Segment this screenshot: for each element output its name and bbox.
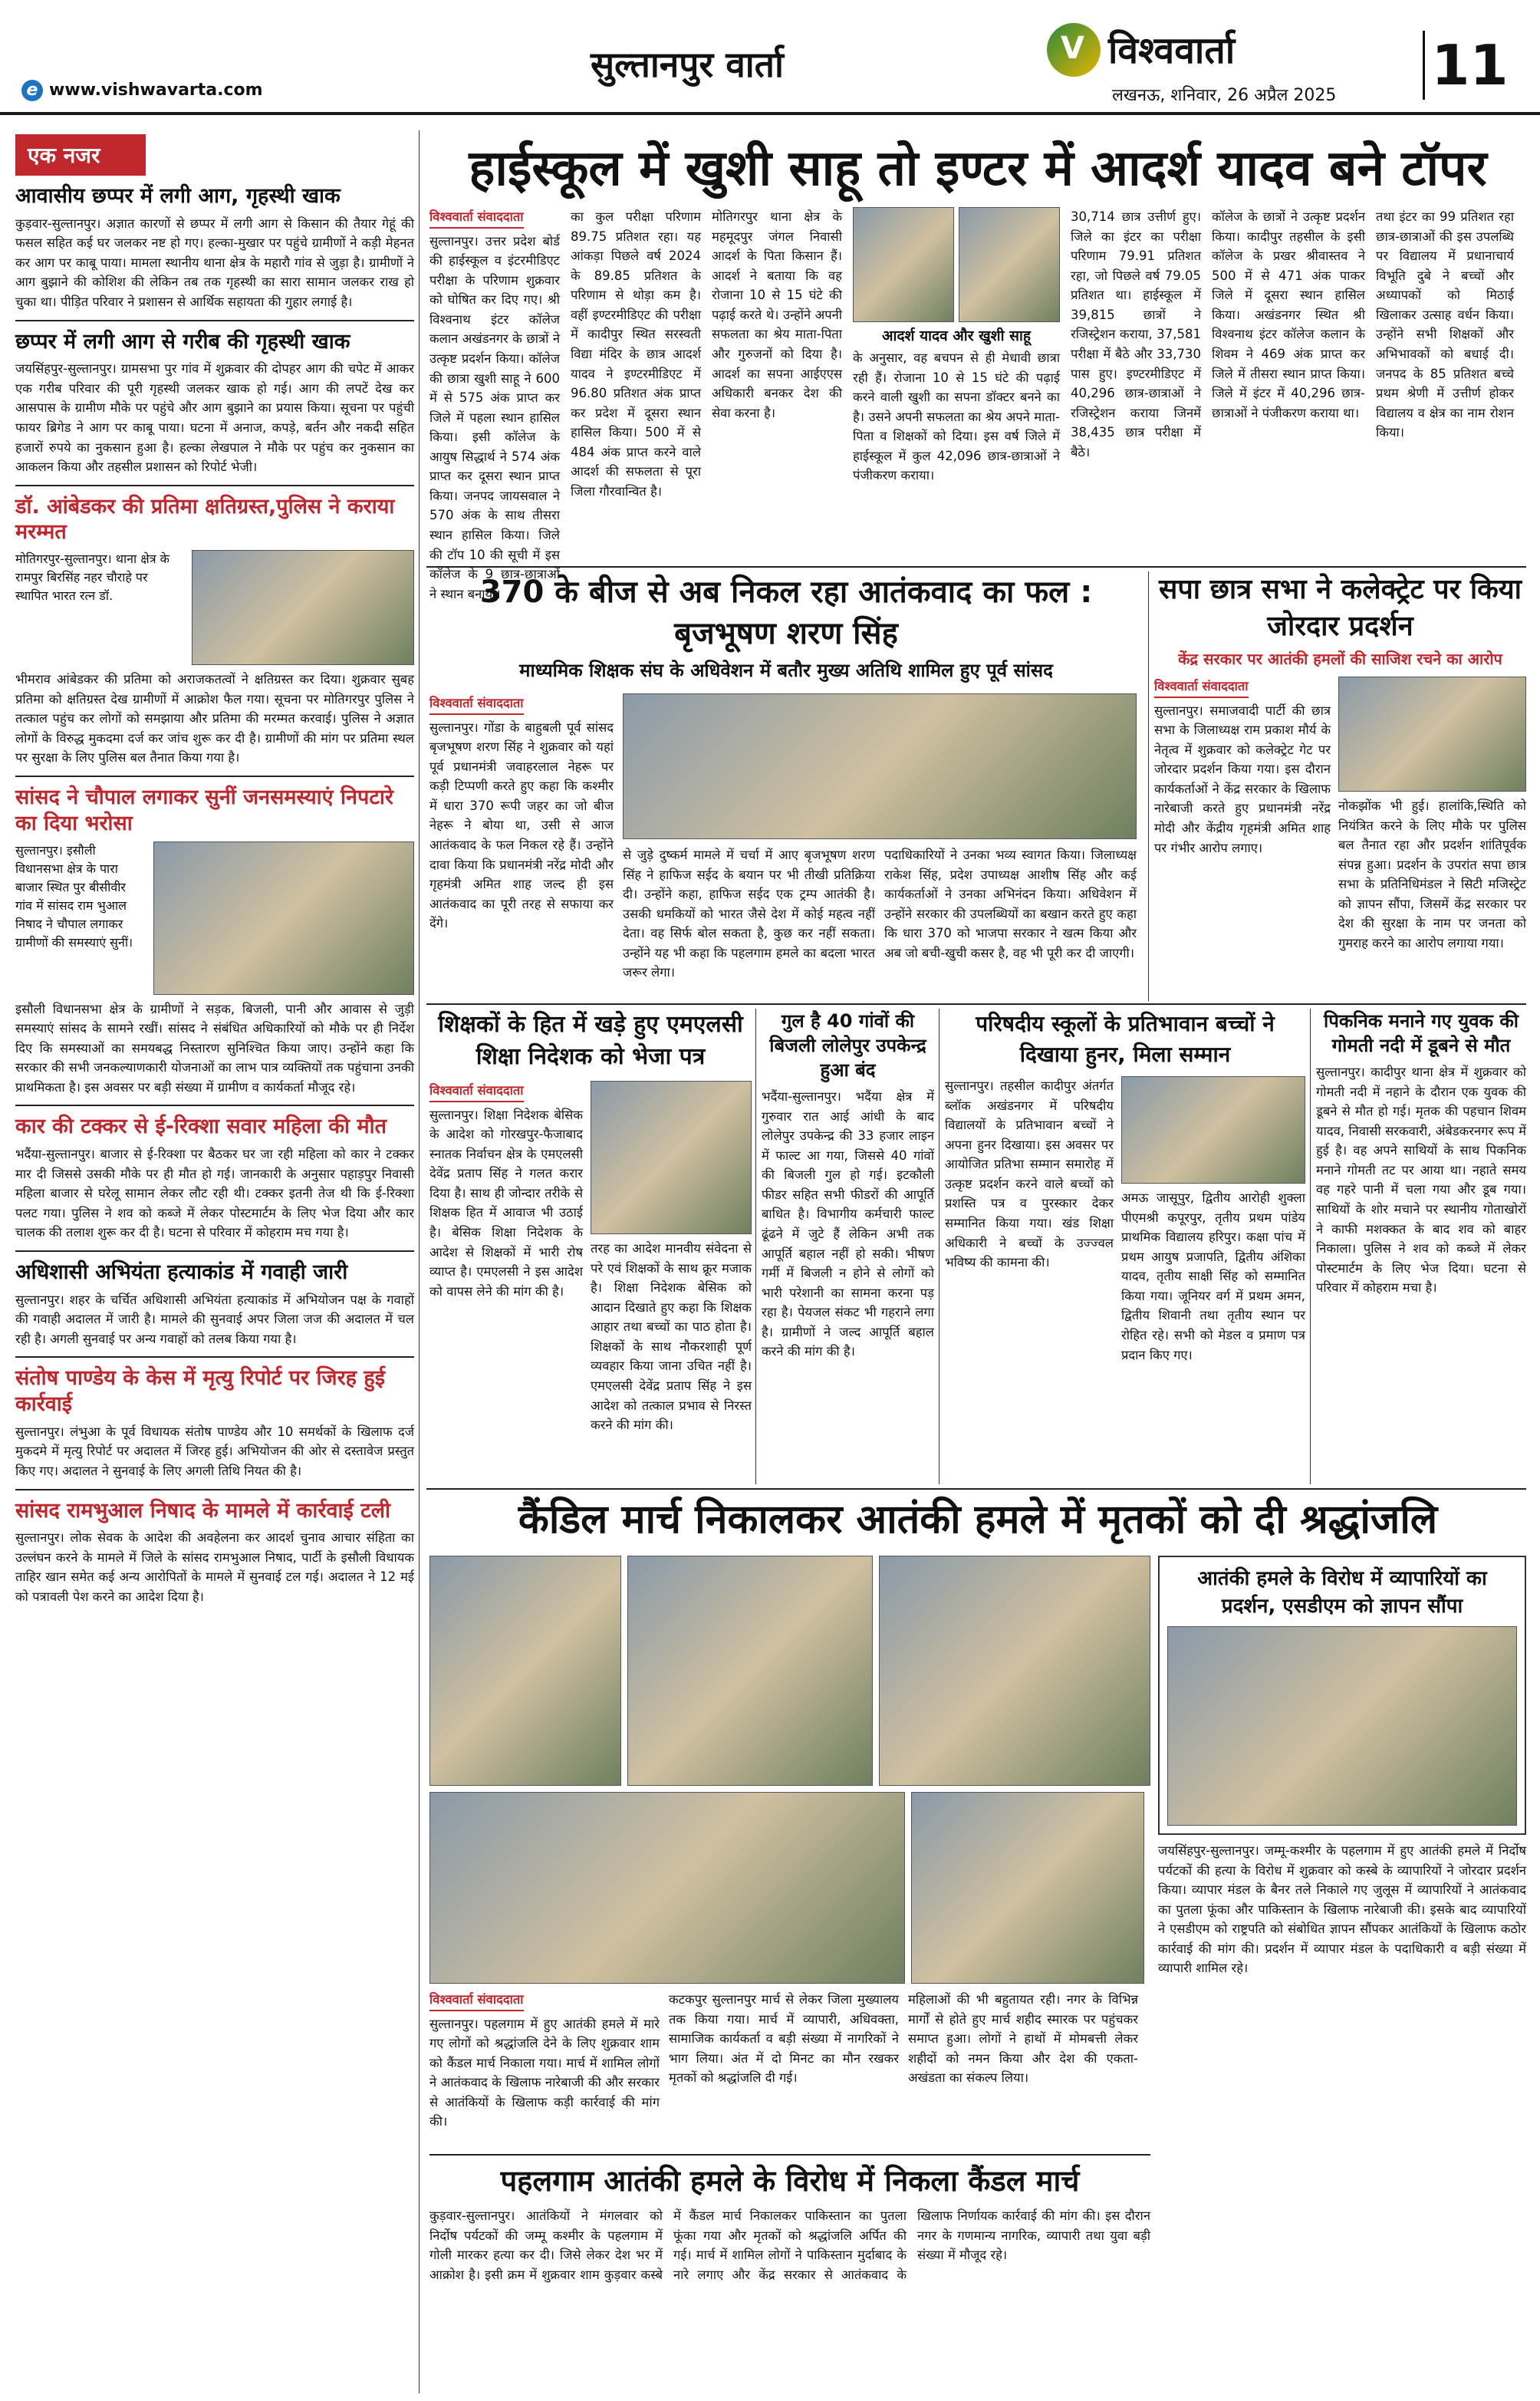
brand-logo-icon: V <box>1047 23 1101 77</box>
website-text: www.vishwavarta.com <box>49 81 263 100</box>
sapa-story <box>1154 571 1526 1001</box>
headline: संतोष पाण्डेय के केस में मृत्यु रिपोर्ट पर जिरह हुई कार्रवाई <box>15 1366 385 1417</box>
candle-story <box>429 1494 1526 2392</box>
website-url[interactable] <box>21 80 263 101</box>
statue-photo <box>192 550 414 665</box>
dateline: विश्ववार्ता संवाददाता <box>429 693 524 715</box>
parishadiya-headline: परिषदीय स्कूलों के प्रतिभावान बच्चों ने दिखाया हुनर, मिला सम्मान <box>976 1011 1275 1067</box>
brij-col-3: पदाधिकारियों ने उनका भव्य स्वागत किया। जिलाध्यक्ष राकेश सिंह, प्रदेश उपाध्यक्ष आशीष सिंह और कई कार्यकर्ताओं ने उनका अभिनंदन किया। अधिवेशन में उन्होंने सरकार की उपलब्धियों का बखान करते हुए कहा कि धारा 370 को भाजपा सरकार ने खत्म किया और अब जो बची-खुची कसर है, वह भी पूरी कर दी जाएगी। <box>884 848 1137 960</box>
left-item-8 <box>15 1498 414 1607</box>
left-item-4 <box>15 785 414 1097</box>
march-photo-2 <box>627 1556 873 1786</box>
lead-col-1: सुल्तानपुर। उत्तर प्रदेश बोर्ड की हाईस्कूल व इंटरमीडिएट परीक्षा के परिणाम शुक्रवार को घोषित कर दिए गए। श्री विश्वनाथ इंटर कॉलेज कलान अखंडनगर के छात्रों ने उत्कृष्ट प्रदर्शन किया। कॉलेज की छात्रा खुशी साहू ने 600 में से 575 अंक प्राप्त कर जिले में पहला स्थान हासिल किया। इसी कॉलेज के आयुष सिद्धार्थ ने 574 अंक प्राप्त कर दूसरा स्थान प्राप्त किया। जनपद जायसवाल ने 570 अंक के साथ तीसरा स्थान हासिल किया। जिले की टॉप 10 की सूची में इस कॉलेज के 9 छात्र-छात्राओं ने स्थान बनाया। <box>429 233 560 601</box>
lead-story <box>429 138 1526 601</box>
sapa-col-1: सुल्तानपुर। समाजवादी पार्टी की छात्र सभा के जिलाध्यक्ष राम प्रकाश मौर्य के नेतृत्व में शुक्रवार को कलेक्ट्रेट गेट पर जोरदार प्रदर्शन किया गया। इस दौरान कार्यकर्ताओं ने केंद्र सरकार के खिलाफ नारेबाजी करते हुए प्रधानमंत्री नरेंद्र मोदी और केंद्रीय गृहमंत्री अमित शाह पर गंभीर आरोप लगाए। <box>1154 703 1331 855</box>
picnic-body: सुल्तानपुर। कादीपुर थाना क्षेत्र में शुक्रवार को गोमती नदी में नहाने के दौरान एक युवक की डूबने से मौत हो गई। मृतक की पहचान शिवम यादव, निवासी सरकवारी, अंबेडकरनगर रूप में हुई है। वह अपने साथियों के साथ पिकनिक मनाने गोमती तट पर आया था। नहाते समय वह गहरे पानी में चला गया और डूब गया। साथियों के शोर मचाने पर स्थानीय गोताखोरों ने काफी मशक्कत के बाद शव को बाहर निकाला। पुलिस ने शव को कब्जे में लेकर पोस्टमार्टम के लिए भेज दिया। घटना से परिवार में कोहराम मचा है। <box>1316 1065 1526 1296</box>
bijli-body: भदैंया-सुल्तानपुर। भदैंया क्षेत्र में गुरुवार रात आई आंधी के बाद लोलेपुर उपकेन्द्र की 33 हजार लाइन में फाल्ट आ गया, जिससे 40 गांवों की बिजली गुल हो गई। इटकौली फीडर सहित सभी फीडरों की आपूर्ति बाधित है। विभागीय कर्मचारी फाल्ट ढूंढने में जुटे हैं लेकिन अभी तक आपूर्ति बहाल नहीं हो सकी। भीषण गर्मी में बिजली न होने से लोगों को भारी परेशानी का सामना करना पड़ रहा है। पेयजल संकट भी गहराने लगा है। ग्रामीणों ने जल्द आपूर्ति बहाल करने की मांग की है। <box>762 1089 934 1359</box>
dateline: विश्ववार्ता संवाददाता <box>429 1990 524 2011</box>
shikshak-col-2: तरह का आदेश मानवीय संवेदना से परे एवं शिक्षकों के साथ क्रूर मजाक है। शिक्षा निदेशक बेसिक को आदान दिखाते हुए कहा कि शिक्षक आहार तथा बच्चों का पाठ होता है। शिक्षकों के साथ नौकरशाही पूर्ण व्यवहार किया जाना उचित नहीं है। एमएलसी देवेंद्र प्रताप सिंह ने इस आदेश को तत्काल प्रभाव से निरस्त करने की मांग की। <box>591 1241 752 1433</box>
mlc-portrait-photo <box>591 1081 752 1234</box>
lead-col-4: के अनुसार, वह बचपन से ही मेधावी छात्रा रही हैं। रोजाना 10 से 15 घंटे की पढ़ाई करने वाली खुशी का सपना डॉक्टर बनने का है। उसने अपनी सफलता का श्रेय अपने माता-पिता व शिक्षकों को दिया। इस वर्ष जिले में हाईस्कूल में कुल 42,096 छात्र-छात्राओं ने पंजीकरण कराया। <box>853 351 1060 483</box>
brij-col-1: सुल्तानपुर। गोंडा के बाहुबली पूर्व सांसद बृजभूषण शरण सिंह ने शुक्रवार को यहां पूर्व प्रधानमंत्री जवाहरलाल नेहरू पर कड़ी टिप्पणी करते हुए कहा कि कश्मीर में धारा 370 रूपी जहर का जो बीज नेहरू ने बोया था, उसी से आज आतंकवाद के फल निकल रहे हैं। उन्होंने दावा किया कि प्रधानमंत्री नरेंद्र मोदी और गृहमंत्री अमित शाह जल्द ही इस आतंकवाद का पूरी तरह से सफाया कर देंगे। <box>429 720 614 931</box>
sapa-protest-photo <box>1338 677 1526 792</box>
pahalgam-body: कुड़वार-सुल्तानपुर। आतंकियों ने मंगलवार को निर्दोष पर्यटकों की जम्मू कश्मीर के पहलगाम में गोली मारकर हत्या कर दी। जिसे लेकर देश भर में आक्रोश है। इसी क्रम में शुक्रवार शाम कुड़वार कस्बे में कैंडल मार्च निकालकर पाकिस्तान का पुतला फूंका गया और मृतकों को श्रद्धांजलि अर्पित की गई। मार्च में शामिल लोगों ने पाकिस्तान मुर्दाबाद के नारे लगाए और केंद्र सरकार से आतंकवाद के खिलाफ निर्णायक कार्रवाई की मांग की। इस दौरान नगर के गणमान्य नागरिक, व्यापारी तथा युवा बड़ी संख्या में मौजूद रहे। <box>429 2208 1150 2282</box>
headline: छप्पर में लगी आग से गरीब की गृहस्थी खाक <box>15 329 350 354</box>
masthead <box>0 0 1540 115</box>
left-item-2 <box>15 329 414 477</box>
traders-headline: आतंकी हमले के विरोध में व्यापारियों का प्रदर्शन, एसडीएम को ज्ञापन सौंपा <box>1197 1567 1487 1618</box>
body: जयसिंहपुर-सुल्तानपुर। ग्रामसभा पुर गांव में शुक्रवार की दोपहर आग की चपेट में आकर एक गरीब परिवार की पूरी गृहस्थी जलकर खाक हो गई। आग की लपटें देख कर आसपास के ग्रामीण मौके पर पहुंचे और आग बुझाने का प्रयास किया। सूचना पर पहुंची फायर ब्रिगेड ने आग पर काबू पाया। घटना में अनाज, कपड़े, बर्तन और नकदी सहित हजारों रुपये का नुकसान हुआ है। हल्का लेखपाल ने मौके पर पहुंच कर नुकसान का आकलन किया और तहसील प्रशासन को रिपोर्ट भेजी। <box>15 361 414 475</box>
traders-body: जयसिंहपुर-सुल्तानपुर। जम्मू-कश्मीर के पहलगाम में हुए आतंकी हमले में निर्दोष पर्यटकों की हत्या के विरोध में शुक्रवार को कस्बे के व्यापारियों ने जोरदार प्रदर्शन किया। व्यापार मंडल के बैनर तले निकाले गए जुलूस में व्यापारियों ने आतंकवाद का पुतला फूंका और पाकिस्तान के खिलाफ नारेबाजी की। इसके बाद व्यापारियों ने एसडीएम को राष्ट्रपति को संबोधित ज्ञापन सौंपकर आतंकियों के खिलाफ कठोर कार्रवाई की मांग की। प्रदर्शन में व्यापार मंडल के पदाधिकारी व बड़ी संख्या में व्यापारी शामिल रहे। <box>1158 1843 1526 1976</box>
dateline: विश्ववार्ता संवाददाता <box>1154 677 1249 698</box>
bijli-headline: गुल है 40 गांवों की बिजली लोलेपुर उपकेन्द्र हुआ बंद <box>769 1010 926 1081</box>
brij-headline: 370 के बीज से अब निकल रहा आतंकवाद का फल : बृजभूषण शरण सिंह <box>479 575 1093 651</box>
students-photo <box>1121 1076 1305 1184</box>
edition-dateline: लखनऊ, शनिवार, 26 अप्रैल 2025 <box>1112 86 1337 105</box>
shikshak-headline: शिक्षकों के हित में खड़े हुए एमएलसी शिक्षा निदेशक को भेजा पत्र <box>438 1011 743 1070</box>
topper-photo-khushi <box>959 207 1060 322</box>
brij-event-photo <box>623 693 1137 839</box>
march-photo-4 <box>429 1792 905 1984</box>
body: कुड़वार-सुल्तानपुर। अज्ञात कारणों से छप्पर में लगी आग से किसान की तैयार गेहूं की फसल सहित कई घर जलकर नष्ट हो गए। हल्का-मुखार पर पहुंचे ग्रामीणों ने कड़ी मेहनत कर आग पर काबू पाया। मामला स्थानीय थाना क्षेत्र के महारौ गांव से जुड़ा है। ग्रामीणों ने आग बुझाने की कोशिश की लेकिन तब तक गृहस्थी का सारा सामान जलकर राख हो चुका था। पीड़ित परिवार ने प्रशासन से आर्थिक सहायता की गुहार लगाई है। <box>15 216 414 309</box>
shikshak-story <box>429 1009 752 1484</box>
caption: सुल्तानपुर। इसौली विधानसभा क्षेत्र के पारा बाजार स्थित पुर बीसीवीर गांव में सांसद राम भुआल निषाद ने चौपाल लगाकर ग्रामीणों की समस्याएं सुनीं। <box>15 842 133 950</box>
candle-col-2: कटकपुर सुल्तानपुर मार्च से लेकर जिला मुख्यालय तक किया गया। मार्च में व्यापारी, अधिवक्ता, सामाजिक कार्यकर्ता व बड़ी संख्या में नागरिकों ने भाग लिया। अंत में दो मिनट का मौन रखकर मृतकों को श्रद्धांजलि दी गई। <box>669 1992 899 2086</box>
march-photo-1 <box>429 1556 621 1786</box>
ek-nazar-banner: एक नजर <box>15 134 146 176</box>
march-photo-3 <box>879 1556 1150 1786</box>
caption: मोतिगरपुर-सुल्तानपुर। थाना क्षेत्र के रामपुर बिरसिंह नहर चौराहे पर स्थापित भारत रत्न डॉ. <box>15 552 169 604</box>
left-item-3 <box>15 494 414 768</box>
headline: डॉ. आंबेडकर की प्रतिमा क्षतिग्रस्त,पुलिस ने कराया मरम्मत <box>15 494 395 545</box>
traders-protest-photo <box>1167 1626 1517 1826</box>
headline: सांसद ने चौपाल लगाकर सुनीं जनसमस्याएं निपटारे का दिया भरोसा <box>15 786 393 835</box>
left-item-5 <box>15 1114 414 1243</box>
left-column <box>15 134 414 2393</box>
browser-e-icon: e <box>21 80 43 101</box>
bijli-story <box>762 1009 934 1484</box>
candle-col-3: महिलाओं की भी बहुतायत रही। नगर के विभिन्न मार्गों से होते हुए मार्च शहीद स्मारक पर पहुंचकर समाप्त हुआ। लोगों ने हाथों में मोमबत्ती लेकर शहीदों को नमन किया और देश की एकता-अखंडता का संकल्प लिया। <box>908 1992 1138 2086</box>
photo-caption: आदर्श यादव और खुशी साहू <box>882 328 1031 344</box>
parishadiya-col-1: सुल्तानपुर। तहसील कादीपुर अंतर्गत ब्लॉक अखंडनगर में परिषदीय विद्यालयों के प्रतिभावान बच्चों ने अपना हुनर दिखाया। इस अवसर पर आयोजित प्रतिभा सम्मान समारोह में उत्कृष्ट प्रदर्शन करने वाले बच्चों को प्रशस्ति पत्र व पुरस्कार देकर सम्मानित किया गया। खंड शिक्षा अधिकारी ने बच्चों के उज्ज्वल भविष्य की कामना की। <box>945 1079 1114 1270</box>
sapa-subhead: केंद्र सरकार पर आतंकी हमलों की साजिश रचने का आरोप <box>1178 650 1502 668</box>
lead-col-2: का कुल परीक्षा परिणाम 89.75 प्रतिशत रहा। यह आंकड़ा पिछले वर्ष 2024 के 89.85 प्रतिशत के परिणाम से थोड़ा कम है। वहीं इण्टरमीडिएट की परीक्षा में कादीपुर स्थित सरस्वती विद्या मंदिर के छात्र आदर्श यादव ने इण्टरमीडिएट में 96.80 प्रतिशत अंक प्राप्त कर प्रदेश में दूसरा स्थान हासिल किया। 500 में से 484 अंक प्राप्त करने वाले आदर्श की सफलता से पूरा जिला गौरवान्वित है। <box>571 209 701 499</box>
shikshak-col-1: सुल्तानपुर। शिक्षा निदेशक बेसिक के आदेश को गोरखपुर-फैजाबाद स्नातक निर्वाचन क्षेत्र के एमएलसी देवेंद्र प्रताप सिंह ने गलत करार दिया है। साथ ही जोन्दार तरीके से शिक्षक हित में आवाज भी उठाई है। बेसिक शिक्षा निदेशक के आदेश से शिक्षकों में भारी रोष व्याप्त है। एमएलसी ने इस आदेश को वापस लेने की मांग की है। <box>429 1107 583 1299</box>
brij-col-2: से जुड़े दुष्कर्म मामले में चर्चा में आए बृजभूषण शरण सिंह ने हाफिज सईद के बयान पर भी तीखी प्रतिक्रिया दी। उन्होंने कहा, हाफिज सईद एक ट्रम्प आतंकी है। उसकी धमकियों को भारत जैसे देश में कोई महत्व नहीं देता। वह सिर्फ बोल सकता है, कुछ कर नहीं सकता। उन्होंने यह भी कहा कि पहलगाम हमले का बदला भारत जरूर लेगा। <box>623 848 875 980</box>
lead-col-3: मोतिगरपुर थाना क्षेत्र के महमूदपुर जंगल निवासी आदर्श के पिता किसान हैं। आदर्श ने बताया कि वह रोजाना 10 से 15 घंटे की पढ़ाई करते थे। उन्होंने अपनी सफलता का श्रेय माता-पिता और गुरुजनों को दिया है। आदर्श का सपना आईएएस अधिकारी बनकर देश की सेवा करना है। <box>712 209 842 420</box>
body: सुल्तानपुर। लंभुआ के पूर्व विधायक संतोष पाण्डेय और 10 समर्थकों के खिलाफ दर्ज मुकदमे में मृत्यु रिपोर्ट पर अदालत में जिरह हुई। अभियोजन की ओर से दस्तावेज प्रस्तुत किए गए। अदालत ने सुनवाई के लिए अगली तिथि नियत की है। <box>15 1424 414 1478</box>
body: भदैंया-सुल्तानपुर। बाजार से ई-रिक्शा पर बैठकर घर जा रही महिला को कार ने टक्कर मार दी जिससे उसकी मौके पर ही मौत हो गई। जानकारी के अनुसार पहाड़पुर निवासी महिला बाजार से घरेलू सामान लेकर लौट रही थी। टक्कर इतनी तेज थी कि ई-रिक्शा पलट गया। पुलिस ने शव को कब्जे में लेकर पोस्टमार्टम के लिए भेज दिया और कार चालक की तलाश शुरू कर दी है। घटना से परिवार में कोहराम मच गया है। <box>15 1147 414 1240</box>
brand-name: विश्ववार्ता <box>1108 29 1236 72</box>
left-item-6 <box>15 1260 414 1349</box>
body: सुल्तानपुर। शहर के चर्चित अधिशासी अभियंता हत्याकांड में अभियोजन पक्ष के गवाहों की गवाही अदालत में जारी है। मामले की सुनवाई अपर जिला जज की अदालत में चल रही है। अगली सुनवाई पर अन्य गवाहों को तलब किया गया है। <box>15 1292 414 1346</box>
left-item-7 <box>15 1365 414 1480</box>
headline: आवासीय छप्पर में लगी आग, गृहस्थी खाक <box>15 184 341 208</box>
section-title: सुल्तानपुर वार्ता <box>591 44 784 85</box>
headline: कार की टक्कर से ई-रिक्शा सवार महिला की मौत <box>15 1115 387 1139</box>
brij-subhead: माध्यमिक शिक्षक संघ के अधिवेशन में बतौर मुख्य अतिथि शामिल हुए पूर्व सांसद <box>519 660 1053 681</box>
dateline: विश्ववार्ता संवाददाता <box>429 1081 524 1102</box>
body: इसौली विधानसभा क्षेत्र के ग्रामीणों ने सड़क, बिजली, पानी और आवास से जुड़ी समस्याएं सांसद के सामने रखीं। सांसद ने संबंधित अधिकारियों को मौके पर ही निर्देश दिए कि समस्याओं का समयबद्ध निस्तारण सुनिश्चित किया जाए। उन्होंने कहा कि सरकार की सभी जनकल्याणकारी योजनाओं का लाभ पात्र व्यक्तियों तक पहुंचाना उनकी प्राथमिकता है। इस अवसर पर बड़ी संख्या में ग्रामीण व कार्यकर्ता मौजूद रहे। <box>15 1001 414 1095</box>
lead-col-6: कॉलेज के छात्रों ने उत्कृष्ट प्रदर्शन किया। कादीपुर तहसील के इसी कॉलेज के प्रखर श्रीवास्तव ने 500 में से 471 अंक पाकर जिले में दूसरा स्थान हासिल किया। अखंडनगर स्थित श्री विश्वनाथ इंटर कॉलेज कलान के शिवम ने 469 अंक प्राप्त कर जिले में तीसरा स्थान प्राप्त किया। जिले में इंटर में 40,296 छात्र-छात्राओं ने पंजीकरण कराया था। <box>1212 209 1365 420</box>
lead-col-7: तथा इंटर का 99 प्रतिशत रहा छात्र-छात्राओं की इस उपलब्धि पर विद्यालय में प्रधानाचार्य विभूति दुबे ने बच्चों और अध्यापकों को मिठाई खिलाकर उत्साह वर्धन किया। उन्होंने सभी शिक्षकों और अभिभावकों को बधाई दी। जनपद के 85 प्रतिशत बच्चे प्रथम श्रेणी में उत्तीर्ण होकर विद्यालय व क्षेत्र का नाम रोशन किया। <box>1376 209 1514 440</box>
candle-col-1: सुल्तानपुर। पहलगाम में हुए आतंकी हमले में मारे गए लोगों को श्रद्धांजलि देने के लिए शुक्रवार शाम को कैंडल मार्च निकाला गया। मार्च में शामिल लोगों ने आतंकवाद के खिलाफ नारेबाजी की और सरकार से आतंकियों के खिलाफ कड़ी कार्रवाई की मांग की। <box>429 2016 660 2129</box>
picnic-headline: पिकनिक मनाने गए युवक की गोमती नदी में डूबने से मौत <box>1323 1010 1519 1056</box>
sapa-headline: सपा छात्र सभा ने कलेक्ट्रेट पर किया जोरदार प्रदर्शन <box>1159 574 1522 642</box>
body: सुल्तानपुर। लोक सेवक के आदेश की अवहेलना कर आदर्श चुनाव आचार संहिता का उल्लंघन करने के मामले में जिले के सांसद रामभुआल निषाद, पार्टी के इसौली विधायक ताहिर खान समेत कई अन्य आरोपितों के मामले में सुनवाई टल गई। अदालत ने 12 मई को पत्रावली पेश करने का आदेश दिया है। <box>15 1530 414 1604</box>
page-number: 11 <box>1423 31 1515 100</box>
candle-headline: कैंडिल मार्च निकालकर आतंकी हमले में मृतकों को दी श्रद्धांजलि <box>518 1497 1438 1543</box>
sapa-col-2: नोकझोंक भी हुई। हालांकि,स्थिति को नियंत्रित करने के लिए मौके पर पुलिस बल तैनात रहा और प्रदर्शन शांतिपूर्वक संपन्न हुआ। प्रदर्शन के उपरांत सपा छात्र सभा के प्रतिनिधिमंडल ने सिटी मजिस्ट्रेट को ज्ञापन सौंपा, जिसमें केंद्र सरकार पर देश की सुरक्षा के नाम पर जनता को गुमराह करने का आरोप लगाया गया। <box>1338 799 1526 950</box>
lead-col-5: 30,714 छात्र उत्तीर्ण हुए। जिले का इंटर का परीक्षा परिणाम 79.91 प्रतिशत रहा, जो पिछले वर्ष 79.05 प्रतिशत था। हाईस्कूल में 39,815 छात्रों ने रजिस्ट्रेशन कराया, 37,581 परीक्षा में बैठे और 33,730 पास हुए। इण्टरमीडिएट में 40,296 छात्र-छात्राओं ने रजिस्ट्रेशन कराया जिनमें 38,435 छात्र परीक्षा में बैठे। <box>1071 209 1201 459</box>
chaupal-photo <box>153 842 414 995</box>
dateline: विश्ववार्ता संवाददाता <box>429 207 524 229</box>
picnic-story <box>1316 1009 1526 1484</box>
pahalgam-headline: पहलगाम आतंकी हमले के विरोध में निकला कैंडल मार्च <box>500 2164 1080 2198</box>
headline: अधिशासी अभियंता हत्याकांड में गवाही जारी <box>15 1260 348 1284</box>
brij-story <box>429 571 1143 1001</box>
march-photo-5 <box>911 1792 1144 1984</box>
left-item-1 <box>15 183 414 312</box>
body: भीमराव आंबेडकर की प्रतिमा को अराजकतत्वों ने क्षतिग्रस्त कर दिया। शुक्रवार सुबह प्रतिमा को क्षतिग्रस्त देख ग्रामीणों में आक्रोश फैल गया। सूचना पर मोतिगरपुर पुलिस ने तत्काल पहुंच कर लोगों को समझाया और प्रतिमा की मरम्मत करवाई। पुलिस ने अज्ञात लोगों के विरुद्ध मुकदमा दर्ज कर जांच शुरू कर दी है। ग्रामीणों की मांग पर प्रतिमा स्थल पर सुरक्षा के लिए पुलिस बल तैनात किया गया है। <box>15 672 414 766</box>
parishadiya-col-2: अमऊ जासूपुर, द्वितीय आरोही शुक्ला पीएमश्री कपूरपुर, तृतीय प्रथम पांडेय प्राथमिक विद्यालय हरिपुर। कक्षा पांच में प्रथम आयुष प्रजापति, द्वितीय अंशिका यादव, तृतीय साक्षी सिंह को सम्मानित किया गया। जूनियर वर्ग में प्रथम अमन, द्वितीय शिवानी तथा तृतीय स्थान पर रोहित रहे। सभी को मेडल व प्रमाण पत्र प्रदान किए गए। <box>1121 1191 1305 1362</box>
topper-photo-adarsh <box>853 207 954 322</box>
parishadiya-story <box>945 1009 1305 1484</box>
headline: सांसद रामभुआल निषाद के मामले में कार्रवाई टली <box>15 1498 391 1523</box>
lead-headline: हाईस्कूल में खुशी साहू तो इण्टर में आदर्श यादव बने टॉपर <box>469 140 1487 197</box>
